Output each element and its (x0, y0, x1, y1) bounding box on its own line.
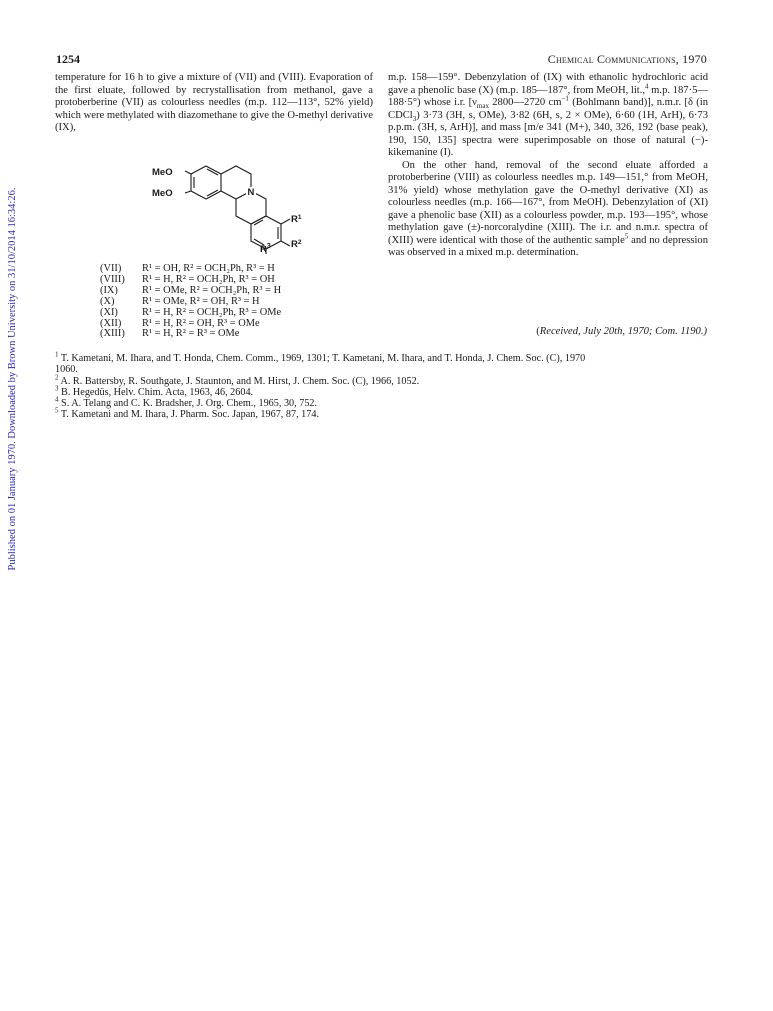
compound-label: (XIII) (100, 328, 125, 340)
r3-label: $R^3$ (260, 242, 271, 255)
compound-definition: R¹ = H, R² = OCH₂Ph, R³ = OH (142, 273, 275, 285)
reference-item: $^2$ A. R. Battersby, R. Southgate, J. Staunton, and M. Hirst, J. Chem. Soc. (C), 1966, 1052. (55, 373, 420, 387)
compound-row (100, 329, 281, 340)
reference-marker: 5 (624, 231, 629, 240)
compound-label: (VII) (100, 263, 122, 274)
compound-label: (X) (100, 295, 115, 307)
compound-definitions (100, 264, 281, 340)
protoberberine-structure (150, 160, 310, 255)
reference-item: $^3$ B. Hegedüs, Helv. Chim. Acta, 1963, 46, 2604. (55, 384, 254, 398)
reference-item: $^4$ S. A. Telang and C. K. Bradsher, J. Org. Chem., 1965, 30, 752. (55, 395, 318, 410)
nitrogen-label: N (247, 187, 255, 198)
left-paragraph: temperature for 16 h to give a mixture of (VII) and (VIII). Evaporation of the first eluate, followed by recrystallisation from methanol, gave a protoberberine (VII) as colourless needles (m.p. 112—113°, 52% yield) which were methylated with diazomethane to give the O-methyl derivative (IX), (55, 72, 373, 133)
received-line: (Received, July 20th, 1970; Com. 1190.) (536, 326, 707, 337)
compound-definition: R¹ = OMe, R² = OH, R³ = H (142, 295, 260, 307)
page-number: 1254 (56, 52, 80, 66)
compound-row (100, 308, 281, 319)
right-column (388, 72, 708, 260)
reference-continuation: 1060. (55, 364, 78, 376)
compound-definition: R¹ = OH, R² = OCH₂Ph, R³ = H (142, 263, 275, 274)
r2-label: $R^2$ (291, 239, 302, 250)
meo-bottom-label: MeO (152, 188, 173, 199)
compound-label: (XII) (100, 317, 122, 329)
reference-item: $^1$ T. Kametani, M. Ihara, and T. Honda, Chem. Comm., 1969, 1301; T. Kametani, M. Ihara, and T. Honda, J. Chem. Soc. (C), 1970 (55, 350, 586, 364)
compound-label: (IX) (100, 284, 118, 296)
references (55, 350, 710, 421)
compound-definition: R¹ = OMe, R² = OCH₂Ph, R³ = H (142, 284, 282, 296)
compound-definition: R¹ = H, R² = OCH₂Ph, R³ = OMe (142, 306, 282, 318)
running-head (548, 52, 707, 67)
compound-definition: R¹ = H, R² = OH, R³ = OMe (142, 317, 260, 329)
compound-row (100, 297, 281, 308)
journal-title: Chemical Communications, 1970 (547, 52, 707, 66)
meo-top-label: MeO (152, 167, 173, 178)
publication-stamp: Published on 01 January 1970. Downloaded by Brown University on 31/10/2014 16:34:26. (7, 187, 18, 571)
right-paragraph-1: m.p. 158—159°. Debenzylation of (IX) with ethanolic hydrochloric acid gave a phenolic base (X) (m.p. 185—187°, from MeOH, lit.,$^4$ m.p. 187·5—188·5°) whose i.r. [$\nu_{max}$ 2800—2720 $cm^{-1}$ (Bohlmann band)], n.m.r. [δ (in CDCl$_3$) 3·73 (3H, s, OMe), 3·82 (6H, s, 2 × OMe), 6·60 (1H, ArH), 6·73 p.p.m. (3H, s, ArH)], and mass [m/e 341 (M+), 340, 326, 192 (base peak), 190, 150, 135] spectra were superimposable on those of natural (−)-kikemanine (I). (388, 72, 708, 158)
compound-label: (XI) (100, 306, 118, 318)
reference-marker: 4 (645, 81, 649, 90)
reference-item: $^5$ T. Kametani and M. Ihara, J. Pharm. Soc. Japan, 1967, 87, 174. (55, 407, 319, 421)
compound-label: (VIII) (100, 273, 125, 285)
r1-label: $R^1$ (291, 214, 302, 225)
left-column (55, 72, 373, 135)
right-paragraph-2: On the other hand, removal of the second eluate afforded a protoberberine (VIII) as colourless needles m.p. 149—151,° from MeOH, 31% yield) whose methylation gave the O-methyl derivative (XI) as colourless needles (m.p. 166—167°, from MeOH). Debenzylation of (XI) gave a phenolic base (XII) as a colourless powder, m.p. 193—195°, whose methylation gave (±)-norcoralydine (XIII). The i.r. and n.m.r. spectra of (XIII) were identical with those of the authentic sample$^5$ and no depression was observed in a mixed m.p. determination. (388, 159, 708, 258)
compound-definition: R¹ = H, R² = R³ = OMe (142, 328, 240, 340)
